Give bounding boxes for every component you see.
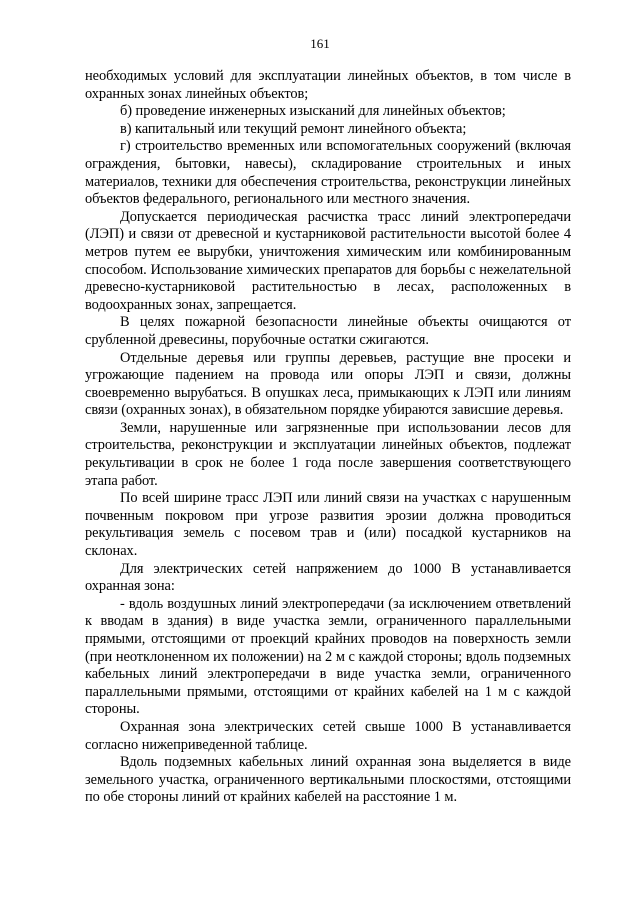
paragraph-overhead-lines: - вдоль воздушных линий электропередачи (за исключением ответвлений к вводам в здания) в виде участка земли, ограниченного параллельными прямыми, отстоящими от проекций крайних проводов на поверхность земли (при неотклоненном их положении) на 2 м с каждой стороны; вдоль подземных кабельных линий электропередачи в виде участка земли, ограниченного параллельными прямыми, отстоящими от крайних кабелей на 1 м с каждой стороны.	[85, 595, 571, 718]
paragraph-erosion: По всей ширине трасс ЛЭП или линий связи на участках с нарушенным почвенным покровом при угрозе развития эрозии должна проводиться рекультивация земель с посевом трав и (или) посадкой кустарников на склонах.	[85, 490, 571, 560]
page-number: 161	[310, 36, 330, 51]
paragraph-trees: Отдельные деревья или группы деревьев, растущие вне просеки и угрожающие падением на провода или опоры ЛЭП и связи, должны своевременно вырубаться. В опушках леса, примыкающих к ЛЭП или линиям связи (охранных зонах), в обязательном порядке убираются зависшие деревья.	[85, 349, 571, 419]
paragraph-continuation: необходимых условий для эксплуатации линейных объектов, в том числе в охранных зонах линейных объектов;	[85, 68, 571, 102]
paragraph-recultivation: Земли, нарушенные или загрязненные при использовании лесов для строительства, реконструкции и эксплуатации линейных объектов, подлежат рекультивации в срок не более 1 года после завершения соответствующего этапа работ.	[85, 419, 571, 489]
paragraph-clearing: Допускается периодическая расчистка трасс линий электропередачи (ЛЭП) и связи от древесной и кустарниковой растительности высотой более 4 метров путем ее вырубки, уничтожения химическим или комбинированным способом. Использование химических препаратов для борьбы с нежелательной древесно-кустарниковой растительностью в лесах, расположенных в водоохранных зонах, запрещается.	[85, 208, 571, 313]
paragraph-low-voltage: Для электрических сетей напряжением до 1000 В устанавливается охранная зона:	[85, 560, 571, 595]
body-text	[85, 68, 571, 807]
paragraph-high-voltage: Охранная зона электрических сетей свыше 1000 В устанавливается согласно нижеприведенной таблице.	[85, 718, 571, 753]
paragraph-item-v: в) капитальный или текущий ремонт линейного объекта;	[120, 120, 467, 137]
paragraph-fire-safety: В целях пожарной безопасности линейные объекты очищаются от срубленной древесины, порубочные остатки сжигаются.	[85, 314, 571, 348]
paragraph-item-b: б) проведение инженерных изысканий для линейных объектов;	[120, 103, 506, 120]
paragraph-item-g: г) строительство временных или вспомогательных сооружений (включая ограждения, бытовки, навесы), складирование строительных и иных материалов, техники для обеспечения строительства, реконструкции линейных объектов федерального, регионального или местного значения.	[85, 138, 571, 208]
paragraph-underground-cables: Вдоль подземных кабельных линий охранная зона выделяется в виде земельного участка, ограниченного вертикальными плоскостями, отстоящими по обе стороны линий от крайних кабелей на расстояние 1 м.	[85, 754, 571, 806]
